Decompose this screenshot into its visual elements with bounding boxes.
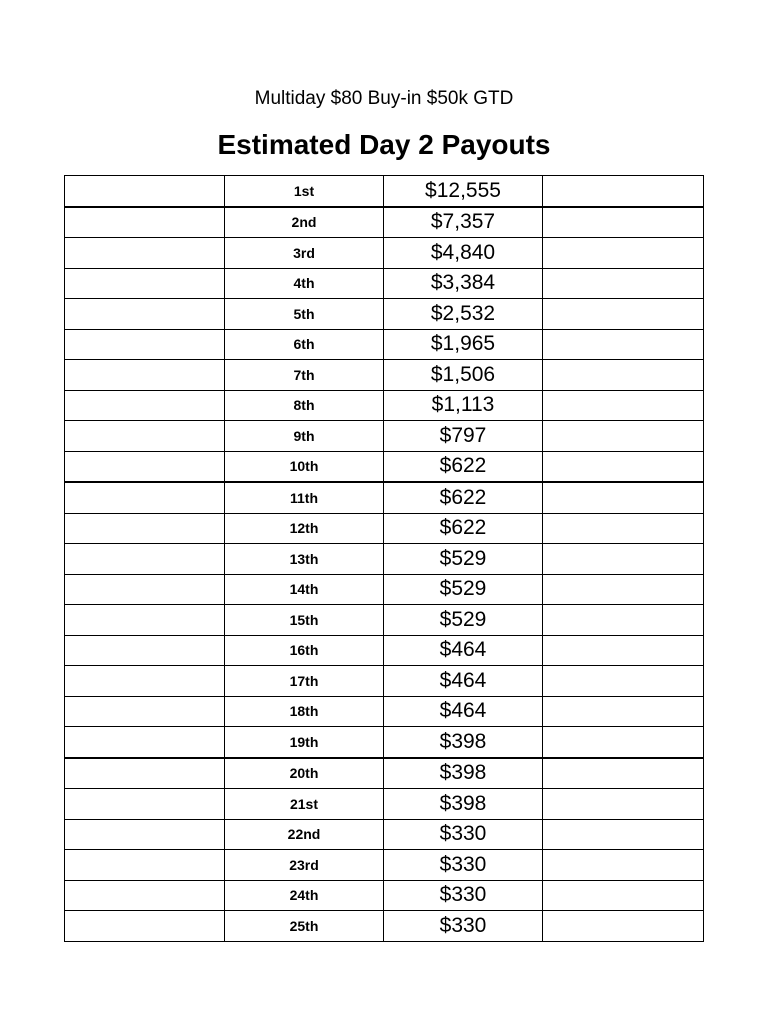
payout-row — [65, 727, 704, 758]
payout-row — [65, 911, 704, 942]
amount-cell: $398 — [384, 789, 543, 820]
blank-cell-left — [65, 513, 225, 544]
amount-cell: $330 — [384, 819, 543, 850]
blank-cell-left — [65, 207, 225, 238]
place-cell: 25th — [225, 911, 384, 942]
blank-cell-right — [543, 789, 704, 820]
payout-row — [65, 758, 704, 789]
payout-row — [65, 451, 704, 482]
place-cell: 11th — [225, 482, 384, 513]
place-cell: 5th — [225, 299, 384, 330]
place-cell: 20th — [225, 758, 384, 789]
place-cell: 14th — [225, 574, 384, 605]
amount-cell: $1,506 — [384, 360, 543, 391]
payout-row — [65, 696, 704, 727]
blank-cell-left — [65, 482, 225, 513]
amount-cell: $398 — [384, 758, 543, 789]
payout-table — [64, 175, 704, 942]
blank-cell-right — [543, 574, 704, 605]
blank-cell-right — [543, 635, 704, 666]
amount-cell: $330 — [384, 850, 543, 881]
amount-cell: $7,357 — [384, 207, 543, 238]
blank-cell-left — [65, 819, 225, 850]
blank-cell-left — [65, 360, 225, 391]
payout-row — [65, 329, 704, 360]
amount-cell: $464 — [384, 635, 543, 666]
payout-row — [65, 513, 704, 544]
place-cell: 24th — [225, 880, 384, 911]
payout-row — [65, 635, 704, 666]
page-title: Estimated Day 2 Payouts — [217, 129, 551, 160]
payout-row — [65, 880, 704, 911]
place-cell: 15th — [225, 605, 384, 636]
blank-cell-left — [65, 329, 225, 360]
amount-cell: $1,113 — [384, 390, 543, 421]
place-cell: 9th — [225, 421, 384, 452]
blank-cell-right — [543, 819, 704, 850]
payout-row — [65, 482, 704, 513]
blank-cell-left — [65, 758, 225, 789]
blank-cell-right — [543, 482, 704, 513]
payout-table-body — [65, 176, 704, 942]
place-cell: 6th — [225, 329, 384, 360]
page-subtitle: Multiday $80 Buy-in $50k GTD — [254, 88, 514, 109]
amount-cell: $797 — [384, 421, 543, 452]
blank-cell-right — [543, 176, 704, 207]
amount-cell: $12,555 — [384, 176, 543, 207]
amount-cell: $330 — [384, 911, 543, 942]
place-cell: 2nd — [225, 207, 384, 238]
blank-cell-right — [543, 207, 704, 238]
blank-cell-right — [543, 696, 704, 727]
blank-cell-left — [65, 635, 225, 666]
payout-row — [65, 360, 704, 391]
payout-row — [65, 666, 704, 697]
amount-cell: $464 — [384, 696, 543, 727]
blank-cell-right — [543, 605, 704, 636]
payout-row — [65, 207, 704, 238]
blank-cell-right — [543, 666, 704, 697]
blank-cell-left — [65, 727, 225, 758]
payout-row — [65, 605, 704, 636]
blank-cell-left — [65, 176, 225, 207]
blank-cell-right — [543, 911, 704, 942]
blank-cell-left — [65, 238, 225, 269]
blank-cell-left — [65, 666, 225, 697]
blank-cell-left — [65, 390, 225, 421]
place-cell: 23rd — [225, 850, 384, 881]
blank-cell-right — [543, 360, 704, 391]
amount-cell: $622 — [384, 451, 543, 482]
payout-row — [65, 544, 704, 575]
amount-cell: $3,384 — [384, 268, 543, 299]
blank-cell-left — [65, 696, 225, 727]
blank-cell-left — [65, 574, 225, 605]
amount-cell: $529 — [384, 574, 543, 605]
place-cell: 16th — [225, 635, 384, 666]
place-cell: 19th — [225, 727, 384, 758]
amount-cell: $2,532 — [384, 299, 543, 330]
blank-cell-left — [65, 911, 225, 942]
blank-cell-left — [65, 789, 225, 820]
blank-cell-right — [543, 238, 704, 269]
amount-cell: $1,965 — [384, 329, 543, 360]
place-cell: 18th — [225, 696, 384, 727]
amount-cell: $330 — [384, 880, 543, 911]
payout-row — [65, 299, 704, 330]
payout-row — [65, 176, 704, 207]
place-cell: 4th — [225, 268, 384, 299]
place-cell: 7th — [225, 360, 384, 391]
amount-cell: $4,840 — [384, 238, 543, 269]
blank-cell-right — [543, 451, 704, 482]
amount-cell: $622 — [384, 513, 543, 544]
blank-cell-left — [65, 421, 225, 452]
blank-cell-right — [543, 390, 704, 421]
payout-row — [65, 390, 704, 421]
place-cell: 13th — [225, 544, 384, 575]
payout-row — [65, 850, 704, 881]
place-cell: 1st — [225, 176, 384, 207]
blank-cell-right — [543, 329, 704, 360]
place-cell: 10th — [225, 451, 384, 482]
payout-row — [65, 421, 704, 452]
amount-cell: $529 — [384, 544, 543, 575]
blank-cell-left — [65, 268, 225, 299]
place-cell: 12th — [225, 513, 384, 544]
place-cell: 3rd — [225, 238, 384, 269]
payout-row — [65, 268, 704, 299]
amount-cell: $529 — [384, 605, 543, 636]
blank-cell-right — [543, 880, 704, 911]
blank-cell-left — [65, 850, 225, 881]
blank-cell-left — [65, 880, 225, 911]
amount-cell: $398 — [384, 727, 543, 758]
payout-row — [65, 789, 704, 820]
blank-cell-right — [543, 299, 704, 330]
blank-cell-right — [543, 758, 704, 789]
payout-row — [65, 238, 704, 269]
amount-cell: $464 — [384, 666, 543, 697]
blank-cell-right — [543, 513, 704, 544]
payout-row — [65, 819, 704, 850]
place-cell: 21st — [225, 789, 384, 820]
blank-cell-left — [65, 544, 225, 575]
blank-cell-left — [65, 451, 225, 482]
place-cell: 8th — [225, 390, 384, 421]
blank-cell-left — [65, 299, 225, 330]
blank-cell-left — [65, 605, 225, 636]
place-cell: 17th — [225, 666, 384, 697]
blank-cell-right — [543, 268, 704, 299]
payout-row — [65, 574, 704, 605]
place-cell: 22nd — [225, 819, 384, 850]
blank-cell-right — [543, 727, 704, 758]
amount-cell: $622 — [384, 482, 543, 513]
blank-cell-right — [543, 850, 704, 881]
blank-cell-right — [543, 421, 704, 452]
blank-cell-right — [543, 544, 704, 575]
